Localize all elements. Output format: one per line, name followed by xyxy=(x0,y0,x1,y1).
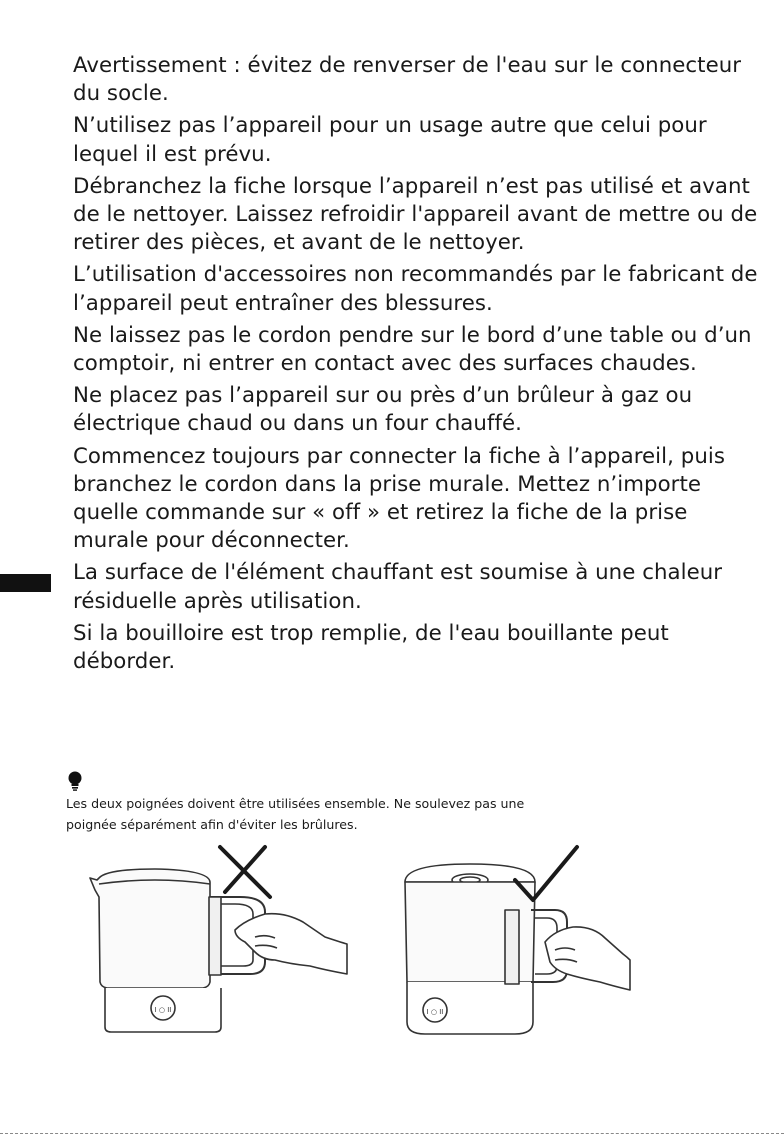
lightbulb-icon xyxy=(66,770,84,792)
power-button xyxy=(151,996,175,1020)
warning-item: N’utilisez pas l’appareil pour un usage autre que celui pour lequel il est prévu. xyxy=(73,113,707,167)
tip-line: Les deux poignées doivent être utilisées ensemble. Ne soulevez pas une xyxy=(66,796,525,811)
warning-item: Commencez toujours par connecter la fiche à l’appareil, puis branchez le cordon dans la prise murale. Mettez n’importe quelle commande sur « off » et retirez la fiche de la prise murale pour déconnecter. xyxy=(73,443,725,554)
kettle-right-figure xyxy=(395,842,635,1042)
cross-icon xyxy=(220,847,270,897)
warning-item: La surface de l'élément chauffant est soumise à une chaleur résiduelle après utilisation. xyxy=(73,560,723,614)
button-label: I ○ II xyxy=(426,1008,444,1016)
page-divider xyxy=(0,1133,784,1134)
kettle-wrong-figure xyxy=(85,842,365,1042)
button-label: I ○ II xyxy=(154,1006,172,1014)
tip-note xyxy=(66,770,706,835)
warning-item: Ne placez pas l’appareil sur ou près d’un brûleur à gaz ou électrique chaud ou dans un four chauffé. xyxy=(73,383,693,437)
warnings-list xyxy=(73,52,763,680)
tip-line: poignée séparément afin d'éviter les brûlures. xyxy=(66,817,358,832)
power-button xyxy=(423,998,447,1022)
warning-item: Si la bouilloire est trop remplie, de l'eau bouillante peut déborder. xyxy=(73,620,669,675)
tip-text xyxy=(66,793,706,835)
warning-item: Avertissement : évitez de renverser de l'eau sur le connecteur du socle. xyxy=(73,53,742,107)
warning-item: L’utilisation d'accessoires non recommandés par le fabricant de l’appareil peut entraîner des blessures. xyxy=(73,262,758,316)
section-tab-marker xyxy=(0,574,51,592)
warning-item: Ne laissez pas le cordon pendre sur le bord d’une table ou d’un comptoir, ni entrer en contact avec des surfaces chaudes. xyxy=(73,322,752,377)
warning-item: Débranchez la fiche lorsque l’appareil n’est pas utilisé et avant de le nettoyer. Laissez refroidir l'appareil avant de mettre ou de retirer des pièces, et avant de le nettoyer. xyxy=(73,173,758,256)
